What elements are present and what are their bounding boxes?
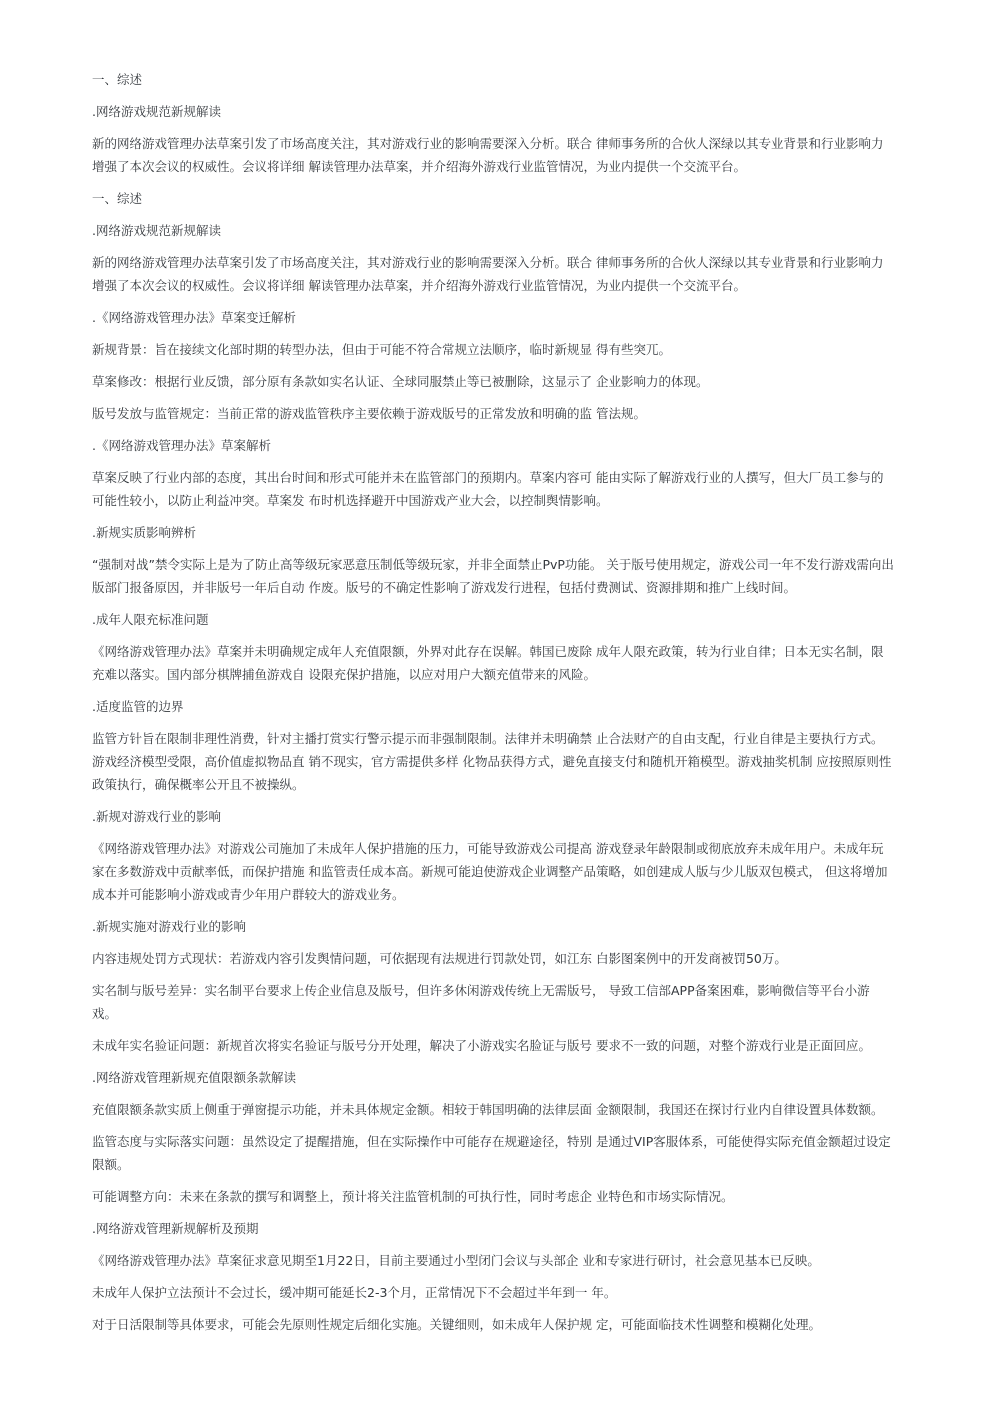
section-heading: .新规实质影响辨析 (92, 525, 196, 540)
paragraph-line: 限额。 (92, 1157, 130, 1172)
section-heading: .成年人限充标准问题 (92, 612, 209, 627)
paragraph-line: 新的网络游戏管理办法草案引发了市场高度关注，其对游戏行业的影响需要深入分析。联合 律师事务所的合伙人深绿以其专业背景和行业影响力 (92, 136, 884, 151)
paragraph-line: 游戏经济模型受限，高价值虚拟物品直 销不现实，官方需提供多样 化物品获得方式，避免直接支付和随机开箱模型。游戏抽奖机制 应按照原则性 (92, 754, 892, 769)
paragraph (92, 1098, 940, 1121)
paragraph-line: 政策执行，确保概率公开且不被操纵。 (92, 777, 305, 792)
paragraph (92, 1313, 940, 1336)
paragraph-line: 戏。 (92, 1006, 118, 1021)
paragraph (92, 370, 940, 393)
section-heading: .适度监管的边界 (92, 699, 184, 714)
paragraph (92, 727, 940, 796)
paragraph-line: 增强了本次会议的权威性。会议将详细 解读管理办法草案，并介绍海外游戏行业监管情况，为业内提供一个交流平台。 (92, 159, 746, 174)
section-heading: .《网络游戏管理办法》草案解析 (92, 438, 271, 453)
section-heading: .网络游戏管理新规充值限额条款解读 (92, 1070, 296, 1085)
paragraph-line: 可能性较小，以防止利益冲突。草案发 布时机选择避开中国游戏产业大会，以控制舆情影响。 (92, 493, 609, 508)
paragraph-line: 新的网络游戏管理办法草案引发了市场高度关注，其对游戏行业的影响需要深入分析。联合 律师事务所的合伙人深绿以其专业背景和行业影响力 (92, 255, 884, 270)
paragraph-line: 版号发放与监管规定：当前正常的游戏监管秩序主要依赖于游戏版号的正常发放和明确的监 管法规。 (92, 406, 646, 421)
paragraph-line: 可能调整方向：未来在条款的撰写和调整上，预计将关注监管机制的可执行性，同时考虑企 业特色和市场实际情况。 (92, 1189, 734, 1204)
paragraph-line: 未成年人保护立法预计不会过长，缓冲期可能延长2-3个月，正常情况下不会超过半年到一 年。 (92, 1285, 617, 1300)
paragraph-line: 监管态度与实际落实问题：虽然设定了提醒措施，但在实际操作中可能存在规避途径，特别 是通过VIP客服体系，可能使得实际充值金额超过设定 (92, 1134, 891, 1149)
paragraph-line: 草案修改：根据行业反馈，部分原有条款如实名认证、全球同服禁止等已被删除，这显示了 企业影响力的体现。 (92, 374, 709, 389)
paragraph-line: 草案反映了行业内部的态度，其出台时间和形式可能并未在监管部门的预期内。草案内容可 能由实际了解游戏行业的人撰写，但大厂员工参与的 (92, 470, 884, 485)
paragraph (92, 1281, 940, 1304)
paragraph (92, 251, 940, 297)
paragraph (92, 1185, 940, 1208)
paragraph (92, 837, 940, 906)
section-heading: 一、综述 (92, 72, 143, 87)
paragraph-line: “强制对战”禁令实际上是为了防止高等级玩家恶意压制低等级玩家，并非全面禁止PvP功能。 关于版号使用规定，游戏公司一年不发行游戏需向出 (92, 557, 894, 572)
paragraph (92, 338, 940, 361)
paragraph-line: 成本并可能影响小游戏或青少年用户群较大的游戏业务。 (92, 887, 405, 902)
section-heading: .网络游戏规范新规解读 (92, 104, 221, 119)
section-heading: .新规实施对游戏行业的影响 (92, 919, 246, 934)
paragraph-line: 家在多数游戏中贡献率低，而保护措施 和监管责任成本高。新规可能迫使游戏企业调整产品策略，如创建成人版与少儿版双包模式， 但这将增加 (92, 864, 888, 879)
section-heading: 一、综述 (92, 191, 143, 206)
paragraph-line: 实名制与版号差异：实名制平台要求上传企业信息及版号，但许多休闲游戏传统上无需版号， 导致工信部APP备案困难，影响微信等平台小游 (92, 983, 870, 998)
paragraph (92, 553, 940, 599)
paragraph-line: 新规背景：旨在接续文化部时期的转型办法，但由于可能不符合常规立法顺序，临时新规显 得有些突兀。 (92, 342, 671, 357)
paragraph-line: 充值限额条款实质上侧重于弹窗提示功能，并未具体规定金额。相较于韩国明确的法律层面 金额限制，我国还在探讨行业内自律设置具体数额。 (92, 1102, 884, 1117)
paragraph (92, 132, 940, 178)
section-heading: .网络游戏规范新规解读 (92, 223, 221, 238)
paragraph (92, 466, 940, 512)
paragraph (92, 1130, 940, 1176)
paragraph (92, 979, 940, 1025)
section-heading: .新规对游戏行业的影响 (92, 809, 221, 824)
paragraph (92, 1034, 940, 1057)
section-heading: .网络游戏管理新规解析及预期 (92, 1221, 259, 1236)
paragraph-line: 充难以落实。国内部分棋牌捕鱼游戏自 设限充保护措施，以应对用户大额充值带来的风险。 (92, 667, 596, 682)
paragraph-line: 未成年实名验证问题：新规首次将实名验证与版号分开处理，解决了小游戏实名脸证与版号 要求不一致的问题，对整个游戏行业是正面回应。 (92, 1038, 871, 1053)
paragraph (92, 402, 940, 425)
paragraph (92, 640, 940, 686)
section-heading: .《网络游戏管理办法》草案变迁解析 (92, 310, 296, 325)
paragraph-line: 内容违规处罚方式现状：若游戏内容引发舆情问题，可依据现有法规进行罚款处罚，如江东 白影图案例中的开发商被罚50万。 (92, 951, 787, 966)
paragraph-line: 增强了本次会议的权威性。会议将详细 解读管理办法草案，并介绍海外游戏行业监管情况，为业内提供一个交流平台。 (92, 278, 746, 293)
paragraph (92, 947, 940, 970)
paragraph-line: 《网络游戏管理办法》对游戏公司施加了未成年人保护措施的压力，可能导致游戏公司提高 游戏登录年龄限制或彻底放弃未成年用户。未成年玩 (92, 841, 884, 856)
paragraph (92, 1249, 940, 1272)
paragraph-line: 版部门报备原因，并非版号一年后自动 作废。版号的不确定性影响了游戏发行进程，包括付费测试、资源排期和推广上线时间。 (92, 580, 796, 595)
paragraph-line: 《网络游戏管理办法》草案征求意见期至1月22日，目前主要通过小型闭门会议与头部企 业和专家进行研讨，社会意见基本已反映。 (92, 1253, 820, 1268)
paragraph-line: 《网络游戏管理办法》草案并未明确规定成年人充值限额，外界对此存在误解。韩国已废除 成年人限充政策，转为行业自律；日本无实名制，限 (92, 644, 884, 659)
paragraph-line: 监管方针旨在限制非理性消费，针对主播打赏实行警示提示而非强制限制。法律并未明确禁 止合法财产的自由支配，行业自律是主要执行方式。 (92, 731, 884, 746)
paragraph-line: 对于日活限制等具体要求，可能会先原则性规定后细化实施。关键细则，如未成年人保护规 定，可能面临技术性调整和模糊化处理。 (92, 1317, 821, 1332)
